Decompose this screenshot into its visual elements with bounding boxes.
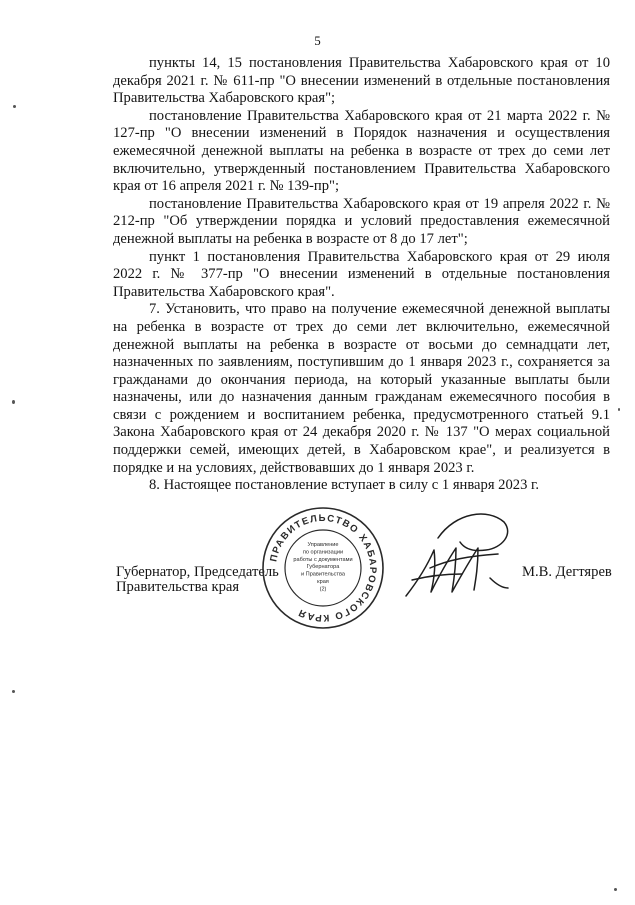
seal-center-line: по организации [302,549,344,556]
paragraph-resolution-127: постановление Правительства Хабаровского края от 21 марта 2022 г. № 127-пр "О внесении изменений в Порядок назначения и осуществления ежемесячной денежной выплаты на ребенка в возрасте от трех до семи лет включительно, утвержденный постановлением Правительства Хабаровского края от 16 апреля 2021 г. № 139-пр"; [113,107,610,195]
page-number: 5 [314,33,321,48]
official-seal-stamp [260,505,386,631]
scan-speck [12,690,15,693]
scan-speck [13,105,16,108]
paragraph-clause-8: 8. Настоящее постановление вступает в силу с 1 января 2023 г. [149,477,539,494]
document-body [113,55,610,495]
svg-text:ПРАВИТЕЛЬСТВО ХАБАРОВСКОГО КРА: ПРАВИТЕЛЬСТВО ХАБАРОВСКОГО КРАЯ [268,512,379,624]
signatory-position-line1: Губернатор, Председатель [116,564,279,580]
signatory-name: М.В. Дегтярев [522,564,612,580]
seal-center-line: Губернатора [306,564,340,571]
signatory-position [116,565,279,595]
paragraph-points-14-15: пункты 14, 15 постановления Правительства Хабаровского края от 10 декабря 2021 г. № 611-пр "О внесении изменений в отдельные постановления Правительства Хабаровского края"; [113,55,610,107]
seal-center-line: (2) [319,586,327,593]
paragraph-resolution-212: постановление Правительства Хабаровского края от 19 апреля 2022 г. № 212-пр "Об утверждении порядка и условий предоставления ежемесячной денежной выплаты на ребенка в возрасте от 8 до 17 лет"; [113,195,610,247]
paragraph-clause-7: 7. Установить, что право на получение ежемесячной денежной выплаты на ребенка в возрасте от трех до семи лет включительно, ежемесячной денежной выплаты на ребенка в возрасте от восьми до семнадцати лет, назначенных по заявлениям, поступившим до 1 января 2023 г., сохраняется за гражданами до окончания периода, на который указанные выплаты были назначены, или до назначения данным гражданам ежемесячного пособия в связи с рождением и воспитанием ребенка, предусмотренного статьей 9.1 Закона Хабаровского края от 24 декабря 2020 г. № 137 "О мерах социальной поддержки семей, имеющих детей, в Хабаровском крае", и реализуется в порядке и на условиях, действовавших до 1 января 2023 г. [113,301,610,476]
paragraph-resolution-377: пункт 1 постановления Правительства Хабаровского края от 29 июля 2022 г. № 377-пр "О внесении изменений в отдельные постановления Правительства Хабаровского края". [113,248,610,300]
seal-center-line: края [317,579,329,585]
handwritten-signature [398,508,518,606]
scan-speck [618,408,620,411]
seal-center-line: и Правительства [301,571,345,578]
seal-center-line: работы с документами [293,556,353,563]
signatory-position-line2: Правительства края [116,579,240,595]
scan-speck [12,400,15,404]
scan-speck [614,888,617,891]
seal-center-line: Управление [307,542,339,548]
